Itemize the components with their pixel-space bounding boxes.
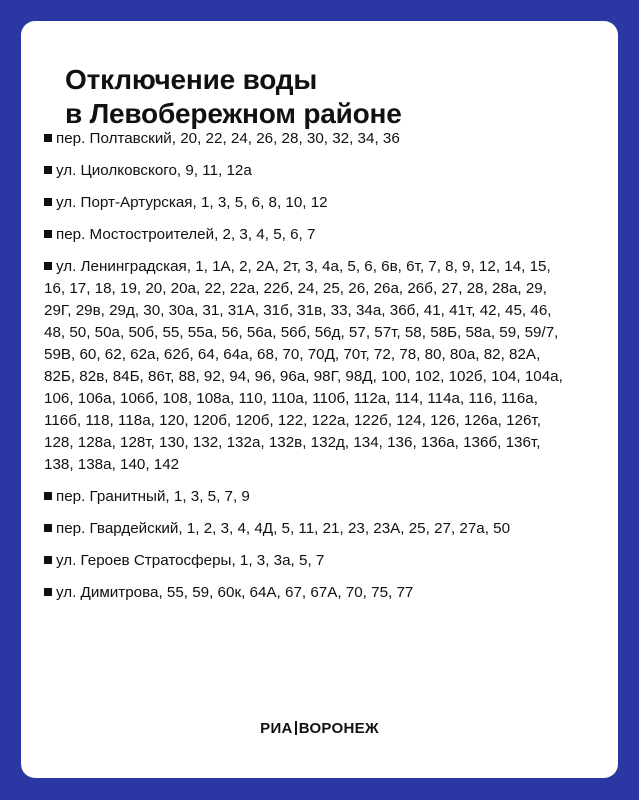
list-item (44, 486, 564, 508)
bullet-square-icon (44, 556, 52, 564)
title-line-2: в Левобережном районе (65, 98, 402, 129)
title-line-1: Отключение воды (65, 64, 318, 95)
list-item (44, 224, 564, 246)
street-entry: пер. Мостостроителей, 2, 3, 4, 5, 6, 7 (56, 226, 316, 243)
bullet-square-icon (44, 492, 52, 500)
street-entry: пер. Гвардейский, 1, 2, 3, 4, 4Д, 5, 11, 21, 23, 23А, 25, 27, 27а, 50 (56, 520, 511, 537)
list-item (44, 550, 564, 572)
bullet-square-icon (44, 166, 52, 174)
page-title (65, 63, 402, 131)
bullet-square-icon (44, 262, 52, 270)
list-item (44, 518, 564, 540)
street-entry: ул. Димитрова, 55, 59, 60к, 64А, 67, 67А, 70, 75, 77 (56, 584, 414, 601)
bullet-square-icon (44, 588, 52, 596)
list-item (44, 128, 564, 150)
list-item (44, 256, 564, 476)
street-entry: пер. Гранитный, 1, 3, 5, 7, 9 (56, 488, 250, 505)
list-item (44, 160, 564, 182)
street-entry: ул. Ленинградская, 1, 1А, 2, 2А, 2т, 3, 4а, 5, 6, 6в, 6т, 7, 8, 9, 12, 14, 15, 16, 17, 18, 19, 20, 20а, 22, 22а, 22б, 24, 25, 26, 26а, 26б, 27, 28, 28а, 29, 29Г, 29в, 29д, 30, 30а, 31, 31А, 31б, 31в, 33, 34а, 36б, 41, 41т, 42, 45, 46, 48, 50, 50а, 50б, 55, 55а, 56, 56а, 56б, 56д, 57, 57т, 58, 58Б, 58а, 59, 59/7, 59В, 60, 62, 62а, 62б, 64, 64а, 68, 70, 70Д, 70т, 72, 78, 80, 80а, 82, 82А, 82Б, 82в, 84Б, 86т, 88, 92, 94, 96, 96а, 98Г, 98Д, 100, 102, 102б, 104, 104а, 106, 106а, 106б, 108, 108а, 110, 110а, 110б, 112а, 114, 114а, 116, 116а, 116б, 118, 118а, 120, 120б, 120б, 122, 122а, 122б, 124, 126, 126а, 126т, 128, 128а, 128т, 130, 132, 132а, 132в, 132д, 134, 136, 136а, 136б, 136т, 138, 138а, 140, 142 (44, 258, 563, 473)
logo-left-text: РИА (260, 720, 293, 737)
bullet-square-icon (44, 134, 52, 142)
bullet-square-icon (44, 524, 52, 532)
bullet-square-icon (44, 230, 52, 238)
street-entry: ул. Порт-Артурская, 1, 3, 5, 6, 8, 10, 12 (56, 194, 328, 211)
list-item (44, 582, 564, 604)
bullet-square-icon (44, 198, 52, 206)
street-entry: ул. Героев Стратосферы, 1, 3, 3а, 5, 7 (56, 552, 325, 569)
logo-right-text: ВОРОНЕЖ (298, 720, 379, 737)
ria-voronezh-logo (0, 720, 639, 737)
street-entry: ул. Циолковского, 9, 11, 12а (56, 162, 252, 179)
street-list (44, 128, 564, 614)
street-entry: пер. Полтавский, 20, 22, 24, 26, 28, 30, 32, 34, 36 (56, 130, 400, 147)
list-item (44, 192, 564, 214)
logo-divider (295, 721, 297, 735)
